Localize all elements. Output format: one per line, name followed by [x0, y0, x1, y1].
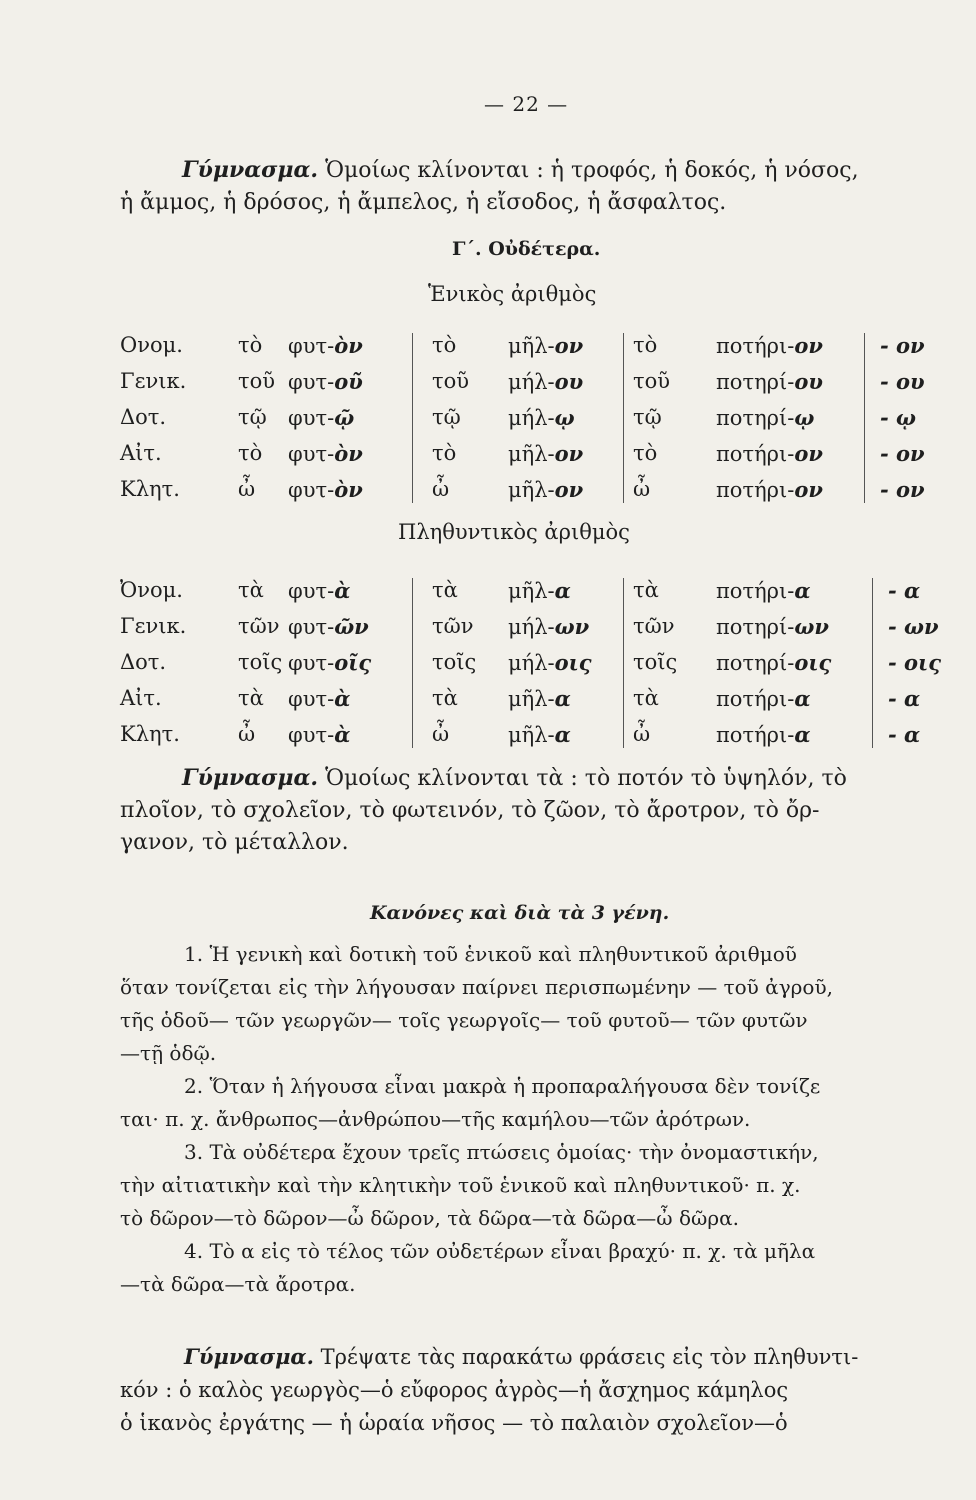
case-ending: - α — [888, 578, 921, 603]
article: τῷ — [238, 405, 267, 429]
word-ending: ον — [554, 333, 584, 358]
word-form — [716, 441, 823, 466]
rules-line: ται· π. χ. ἄνθρωπος—ἀνθρώπου—τῆς καμήλου—τῶν ἀρότρων. — [120, 1107, 751, 1131]
article: τῶν — [432, 614, 474, 638]
word-ending: ον — [554, 477, 584, 502]
exercise-2-line-3: γανον, τὸ μέταλλον. — [120, 830, 349, 855]
word-form — [716, 405, 814, 430]
word-form — [288, 614, 369, 639]
exercise-1-line-2: ἡ ἄμμος, ἡ δρόσος, ἡ ἄμπελος, ἡ εἴσοδος, ἡ ἄσφαλτος. — [120, 190, 727, 215]
word-ending: ὰ — [334, 686, 351, 711]
exercise-3-label: Γύμνασμα. — [184, 1344, 314, 1369]
word-form — [288, 722, 350, 747]
word-ending: α — [554, 578, 571, 603]
word-stem: ποτήρι- — [716, 687, 795, 711]
article: ὦ — [633, 477, 651, 501]
singular-title: Ἑνικὸς ἀριθμὸς — [428, 282, 597, 306]
plural-title: Πληθυντικὸς ἀριθμὸς — [398, 520, 630, 544]
word-form — [508, 441, 583, 466]
declension-row — [120, 722, 962, 758]
article: τὸ — [432, 441, 457, 465]
word-stem: φυτ- — [288, 334, 335, 358]
page-number: — 22 — — [484, 92, 569, 116]
rules-line: —τῇ ὁδῷ. — [120, 1041, 217, 1065]
word-ending: α — [554, 686, 571, 711]
article: τοῖς — [432, 650, 477, 674]
word-form — [508, 477, 583, 502]
word-form — [288, 477, 363, 502]
case-ending: - ον — [880, 333, 925, 358]
exercise-2-line-2: πλοῖον, τὸ σχολεῖον, τὸ φωτεινόν, τὸ ζῶον, τὸ ἄροτρον, τὸ ὄρ- — [120, 798, 820, 823]
exercise-3-line-2: κόν : ὁ καλὸς γεωργὸς—ὁ εὔφορος ἀγρὸς—ἡ ἄσχημος κάμηλος — [120, 1378, 789, 1402]
rules-line: —τὰ δῶρα—τὰ ἄροτρα. — [120, 1272, 356, 1296]
word-form — [716, 333, 823, 358]
word-form — [508, 722, 571, 747]
word-form — [508, 614, 589, 639]
exercise-1-label: Γύμνασμα. — [182, 157, 319, 183]
word-form — [288, 405, 354, 430]
word-ending: ὰ — [334, 578, 351, 603]
article: ὦ — [238, 477, 256, 501]
exercise-2-label: Γύμνασμα. — [182, 765, 319, 791]
article: ὦ — [432, 722, 450, 746]
word-ending: ον — [794, 441, 823, 466]
article: τὰ — [238, 686, 264, 710]
word-form — [508, 333, 583, 358]
word-stem: μῆλ- — [508, 442, 555, 466]
word-form — [288, 686, 350, 711]
word-stem: φυτ- — [288, 615, 335, 639]
rules-line: τῆς ὁδοῦ— τῶν γεωργῶν— τοῖς γεωργοῖς— τοῦ φυτοῦ— τῶν φυτῶν — [120, 1008, 808, 1032]
word-ending: ον — [794, 333, 823, 358]
case-ending: - ων — [888, 614, 939, 639]
case-name: Αἰτ. — [120, 686, 162, 710]
case-name: Ονομ. — [120, 333, 183, 357]
word-ending: οις — [794, 650, 832, 675]
word-stem: μῆλ- — [508, 579, 555, 603]
word-ending: οις — [554, 650, 592, 675]
section-title: Γ΄. Οὐδέτερα. — [452, 238, 601, 260]
article: τῷ — [432, 405, 461, 429]
word-stem: μῆλ- — [508, 687, 555, 711]
exercise-3-line-1: Τρέψατε τὰς παρακάτω φράσεις εἰς τὸν πληθυντι- — [320, 1345, 859, 1369]
case-name: Δοτ. — [120, 405, 167, 429]
declension-row — [120, 441, 962, 477]
word-form — [288, 369, 363, 394]
case-name: Γενικ. — [120, 369, 187, 393]
rules-line: 4. Τὸ α εἰς τὸ τέλος τῶν οὐδετέρων εἶναι βραχύ· π. χ. τὰ μῆλα — [184, 1239, 816, 1263]
word-form — [288, 578, 350, 603]
word-ending: ου — [554, 369, 584, 394]
word-form — [508, 578, 571, 603]
article: τὰ — [633, 686, 659, 710]
word-stem: ποτηρί- — [716, 370, 795, 394]
rules-line: 1. Ἡ γενικὴ καὶ δοτικὴ τοῦ ἑνικοῦ καὶ πληθυντικοῦ ἀριθμοῦ — [184, 942, 797, 966]
word-ending: ὰ — [334, 722, 351, 747]
word-stem: μήλ- — [508, 370, 555, 394]
article: τοῦ — [432, 369, 470, 393]
article: τῶν — [633, 614, 675, 638]
word-ending: ὸν — [334, 333, 363, 358]
case-name: Κλητ. — [120, 477, 180, 501]
word-stem: μῆλ- — [508, 723, 555, 747]
word-ending: ων — [794, 614, 829, 639]
article: ὦ — [238, 722, 256, 746]
word-form — [716, 686, 811, 711]
declension-row — [120, 650, 962, 686]
rules-line: ὅταν τονίζεται εἰς τὴν λήγουσαν παίρνει περισπωμένην — τοῦ ἀγροῦ, — [120, 975, 833, 999]
declension-row — [120, 333, 962, 369]
word-ending: οῦ — [334, 369, 363, 394]
rules-block — [120, 938, 965, 1301]
word-stem: ποτήρι- — [716, 478, 795, 502]
word-form — [716, 650, 831, 675]
declension-row — [120, 477, 962, 513]
rules-line: 3. Τὰ οὐδέτερα ἔχουν τρεῖς πτώσεις ὁμοίας· τὴν ὀνομαστικήν, — [184, 1140, 819, 1164]
word-stem: ποτήρι- — [716, 442, 795, 466]
word-stem: φυτ- — [288, 442, 335, 466]
rules-line: 2. Ὅταν ἡ λήγουσα εἶναι μακρὰ ἡ προπαραλήγουσα δὲν τονίζε — [184, 1074, 821, 1098]
word-stem: ποτηρί- — [716, 406, 795, 430]
word-form — [508, 369, 583, 394]
article: τὸ — [238, 333, 263, 357]
word-ending: ὸν — [334, 441, 363, 466]
article: ὦ — [432, 477, 450, 501]
word-form — [716, 477, 823, 502]
word-ending: α — [554, 722, 571, 747]
article: τοῦ — [633, 369, 671, 393]
article: τὰ — [238, 578, 264, 602]
word-stem: μήλ- — [508, 651, 555, 675]
word-stem: ποτήρι- — [716, 579, 795, 603]
article: τῶν — [238, 614, 280, 638]
article: τοῖς — [633, 650, 678, 674]
word-form — [716, 369, 823, 394]
word-form — [716, 722, 811, 747]
word-ending: ῳ — [554, 405, 575, 430]
singular-table — [120, 333, 962, 513]
article: τὸ — [633, 333, 658, 357]
word-stem: μήλ- — [508, 406, 555, 430]
word-ending: α — [794, 722, 811, 747]
article: τῷ — [633, 405, 662, 429]
word-ending: ων — [554, 614, 590, 639]
word-ending: ῳ — [794, 405, 815, 430]
case-ending: - α — [888, 722, 921, 747]
word-ending: α — [794, 578, 811, 603]
article: τὰ — [432, 578, 458, 602]
article: τὸ — [633, 441, 658, 465]
case-ending: - ῳ — [880, 405, 917, 430]
case-ending: - ου — [880, 369, 925, 394]
word-ending: ῷ — [334, 405, 355, 430]
word-form — [288, 650, 371, 675]
word-ending: ῶν — [334, 614, 369, 639]
word-stem: ποτήρι- — [716, 334, 795, 358]
word-stem: μῆλ- — [508, 334, 555, 358]
word-ending: α — [794, 686, 811, 711]
rules-line: τὸ δῶρον—τὸ δῶρον—ὦ δῶρον, τὰ δῶρα—τὰ δῶρα—ὦ δῶρα. — [120, 1206, 739, 1230]
exercise-3 — [120, 1340, 965, 1440]
word-stem: ποτηρί- — [716, 615, 795, 639]
exercise-1 — [120, 154, 962, 219]
article: τοῦ — [238, 369, 276, 393]
word-form — [508, 686, 571, 711]
word-stem: ποτηρί- — [716, 651, 795, 675]
declension-row — [120, 578, 962, 614]
case-name: Δοτ. — [120, 650, 167, 674]
word-stem: φυτ- — [288, 651, 335, 675]
word-ending: ον — [554, 441, 584, 466]
word-stem: φυτ- — [288, 723, 335, 747]
rules-title: Κανόνες καὶ διὰ τὰ 3 γένη. — [370, 902, 670, 924]
exercise-3-line-3: ὁ ἱκανὸς ἐργάτης — ἡ ὡραία νῆσος — τὸ παλαιὸν σχολεῖον—ὁ — [120, 1411, 788, 1435]
word-stem: μῆλ- — [508, 478, 555, 502]
declension-row — [120, 405, 962, 441]
exercise-2 — [120, 762, 962, 859]
word-form — [288, 333, 363, 358]
word-stem: μήλ- — [508, 615, 555, 639]
case-name: Ὀνομ. — [120, 578, 183, 602]
word-form — [716, 578, 811, 603]
word-ending: οῖς — [334, 650, 372, 675]
plural-table — [120, 578, 962, 758]
rules-line: τὴν αἰτιατικὴν καὶ τὴν κλητικὴν τοῦ ἑνικοῦ καὶ πληθυντικοῦ· π. χ. — [120, 1173, 801, 1197]
word-stem: ποτήρι- — [716, 723, 795, 747]
word-stem: φυτ- — [288, 579, 335, 603]
word-stem: φυτ- — [288, 370, 335, 394]
article: τὰ — [633, 578, 659, 602]
article: τοῖς — [238, 650, 283, 674]
word-stem: φυτ- — [288, 406, 335, 430]
case-ending: - α — [888, 686, 921, 711]
word-stem: φυτ- — [288, 478, 335, 502]
article: ὦ — [633, 722, 651, 746]
case-name: Αἰτ. — [120, 441, 162, 465]
word-form — [716, 614, 829, 639]
word-ending: ον — [794, 477, 823, 502]
word-stem: φυτ- — [288, 687, 335, 711]
word-form — [288, 441, 363, 466]
article: τὸ — [432, 333, 457, 357]
declension-row — [120, 686, 962, 722]
case-ending: - ον — [880, 477, 925, 502]
article: τὰ — [432, 686, 458, 710]
declension-row — [120, 614, 962, 650]
word-form — [508, 650, 592, 675]
word-ending: ου — [794, 369, 823, 394]
word-ending: ὸν — [334, 477, 363, 502]
case-ending: - οις — [888, 650, 941, 675]
exercise-2-line-1: Ὁμοίως κλίνονται τὰ : τὸ ποτόν τὸ ὑψηλόν, τὸ — [325, 766, 847, 791]
case-name: Γενικ. — [120, 614, 187, 638]
word-form — [508, 405, 575, 430]
declension-row — [120, 369, 962, 405]
article: τὸ — [238, 441, 263, 465]
case-ending: - ον — [880, 441, 925, 466]
case-name: Κλητ. — [120, 722, 180, 746]
exercise-1-line-1: Ὁμοίως κλίνονται : ἡ τροφός, ἡ δοκός, ἡ νόσος, — [325, 158, 859, 183]
